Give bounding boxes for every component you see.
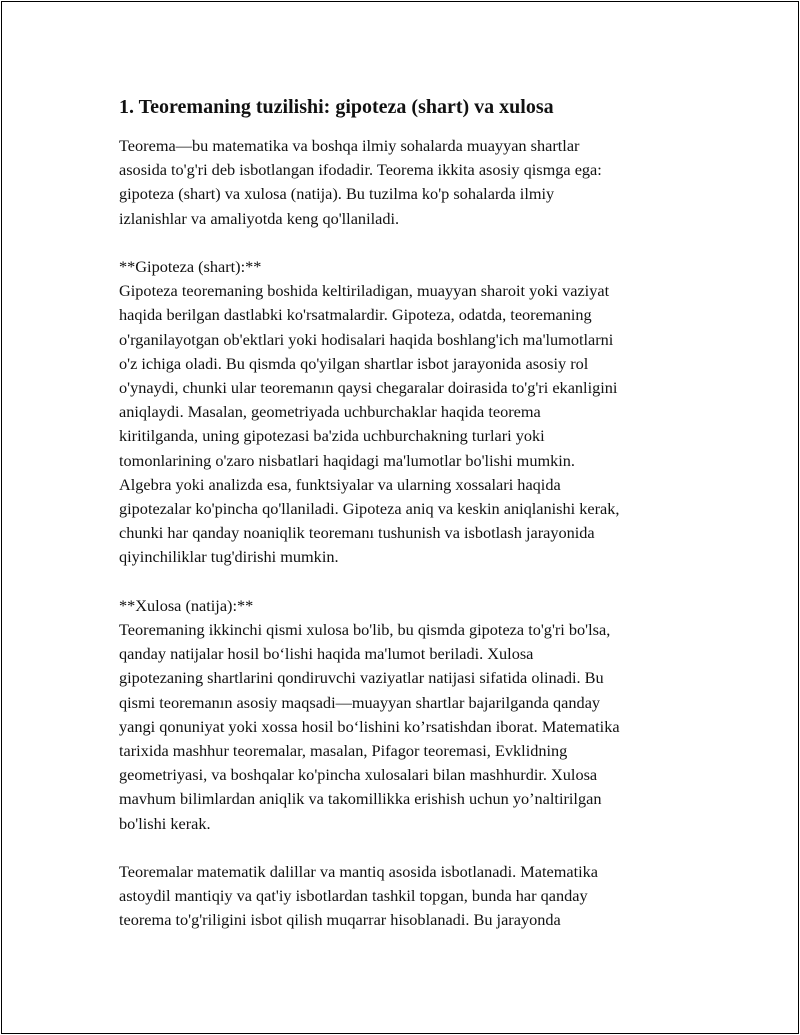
text-line: **Gipoteza (shart):** bbox=[119, 257, 262, 276]
text-line: qismi teoremanın asosiy maqsadi—muayyan shartlar bajarilganda qanday bbox=[119, 692, 601, 712]
text-line: astoydil mantiqiy va qat'iy isbotlardan tashkil topgan, bunda har qanday bbox=[119, 886, 588, 906]
text-line: aniqlaydi. Masalan, geometriyada uchburchaklar haqida teorema bbox=[119, 402, 541, 422]
text-line: o'rganilayotgan ob'ektlari yoki hodisalari haqida boshlang'ich ma'lumotlarni bbox=[119, 329, 614, 349]
paragraph bbox=[119, 255, 704, 570]
text-line: o'ynaydi, chunki ular teoremanın qaysi chegaralar doirasida to'g'ri ekanligini bbox=[119, 378, 618, 398]
text-line: mavhum bilimlardan aniqlik va takomillikka erishish uchun yo’naltirilgan bbox=[119, 789, 602, 809]
text-line: Gipoteza teoremaning boshida keltiriladigan, muayyan sharoit yoki vaziyat bbox=[119, 281, 610, 301]
text-line: Algebra yoki analizda esa, funktsiyalar va ularning xossalari haqida bbox=[119, 474, 561, 494]
text-line: gipotezaning shartlarini qondiruvchi vaziyatlar natijasi sifatida olinadi. Bu bbox=[119, 668, 604, 688]
paragraph bbox=[119, 594, 704, 836]
text-line: qanday natijalar hosil bo‘lishi haqida ma'lumot beriladi. Xulosa bbox=[119, 644, 534, 664]
text-line: kiritilganda, uning gipotezasi ba'zida uchburchakning turlari yoki bbox=[119, 426, 545, 446]
document-page bbox=[1, 1, 799, 1034]
document-body bbox=[119, 134, 704, 933]
text-line: tarixida mashhur teoremalar, masalan, Pifagor teoremasi, Evklidning bbox=[119, 741, 568, 761]
text-line: gipotezalar ko'pincha qo'llaniladi. Gipoteza aniq va keskin aniqlanishi kerak, bbox=[119, 499, 620, 519]
text-line: bo'lishi kerak. bbox=[119, 813, 211, 833]
text-line: teorema to'g'riligini isbot qilish muqarrar hisoblanadi. Bu jarayonda bbox=[119, 910, 561, 930]
text-line: izlanishlar va amaliyotda keng qo'llaniladi. bbox=[119, 208, 400, 228]
text-line: o'z ichiga oladi. Bu qismda qo'yilgan shartlar isbot jarayonida asosiy rol bbox=[119, 353, 589, 373]
document-content bbox=[119, 95, 704, 957]
paragraph bbox=[119, 134, 704, 231]
text-line: qiyinchiliklar tug'dirishi mumkin. bbox=[119, 547, 339, 567]
text-line: **Xulosa (natija):** bbox=[119, 595, 254, 615]
document-title: 1. Teoremaning tuzilishi: gipoteza (shart) va xulosa bbox=[119, 96, 554, 118]
text-line: Teoremalar matematik dalillar va mantiq asosida isbotlanadi. Matematika bbox=[119, 862, 598, 882]
text-line: haqida berilgan dastlabki ko'rsatmalardir. Gipoteza, odatda, teoremaning bbox=[119, 305, 592, 325]
text-line: chunki har qanday noaniqlik teoremanı tushunish va isbotlash jarayonida bbox=[119, 523, 595, 543]
text-line: gipoteza (shart) va xulosa (natija). Bu tuzilma ko'p sohalarda ilmiy bbox=[119, 184, 555, 204]
text-line: yangi qonuniyat yoki xossa hosil bo‘lishini ko’rsatishdan iborat. Matematika bbox=[119, 716, 620, 736]
text-line: geometriyasi, va boshqalar ko'pincha xulosalari bilan mashhurdir. Xulosa bbox=[119, 765, 598, 785]
text-line: Teorema—bu matematika va boshqa ilmiy sohalarda muayyan shartlar bbox=[119, 136, 580, 155]
paragraph bbox=[119, 860, 704, 933]
text-line: asosida to'g'ri deb isbotlangan ifodadir. Teorema ikkita asosiy qismga ega: bbox=[119, 160, 602, 180]
text-line: tomonlarining o'zaro nisbatlari haqidagi ma'lumotlar bo'lishi mumkin. bbox=[119, 450, 576, 470]
text-line: Teoremaning ikkinchi qismi xulosa bo'lib, bu qismda gipoteza to'g'ri bo'lsa, bbox=[119, 620, 611, 640]
